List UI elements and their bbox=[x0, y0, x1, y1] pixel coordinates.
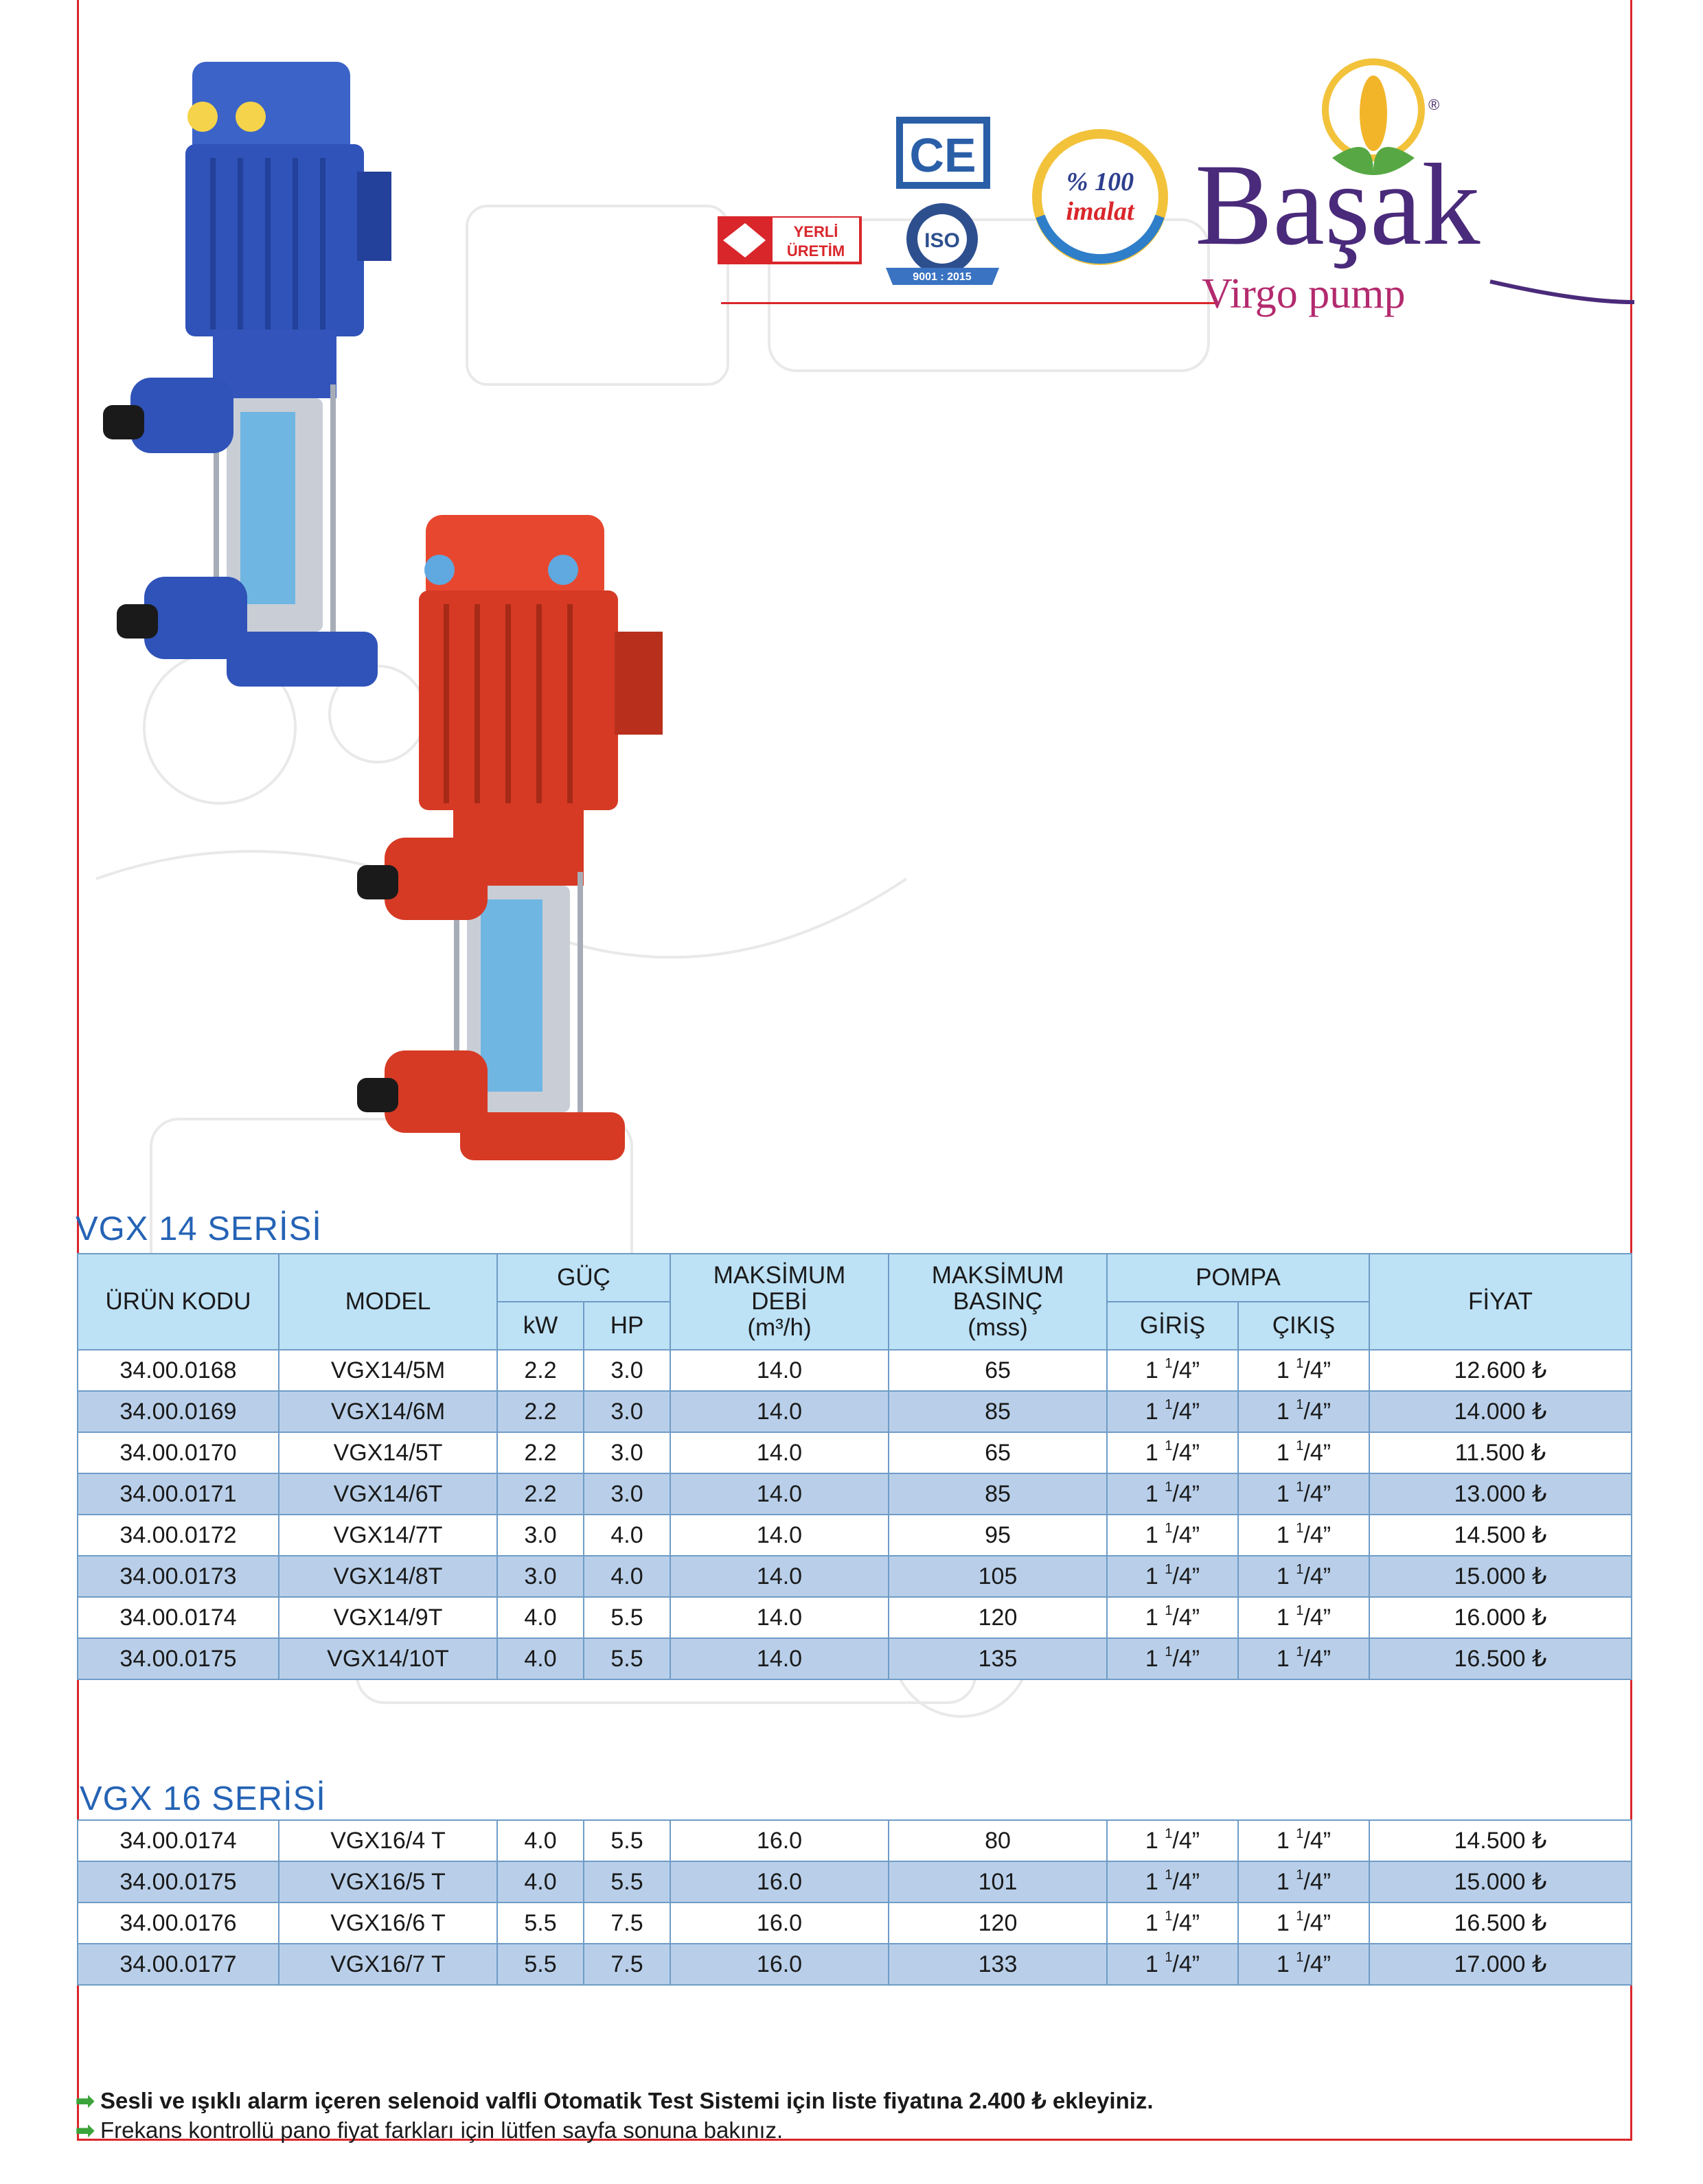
header-pump: POMPA bbox=[1107, 1254, 1369, 1302]
header-max-pressure-line1: MAKSİMUM bbox=[931, 1262, 1064, 1289]
ce-mark-logo bbox=[896, 117, 990, 189]
cell-outlet: 1 $^1$/4” bbox=[1238, 1597, 1369, 1638]
header-max-pressure-unit: (mss) bbox=[968, 1314, 1028, 1341]
cell-inlet: 1 $^1$/4” bbox=[1107, 1820, 1238, 1861]
cell-hp: 5.5 bbox=[584, 1861, 670, 1903]
cell-inlet: 1 $^1$/4” bbox=[1107, 1432, 1238, 1473]
cell-kw: 2.2 bbox=[497, 1391, 584, 1432]
cell-max-pressure: 95 bbox=[889, 1515, 1107, 1556]
cell-price: 16.500 ₺ bbox=[1369, 1638, 1632, 1679]
cell-model: VGX14/5T bbox=[279, 1432, 497, 1473]
cell-price: 13.000 ₺ bbox=[1369, 1473, 1632, 1515]
header-hp: HP bbox=[584, 1302, 670, 1350]
cell-hp: 3.0 bbox=[584, 1350, 670, 1391]
table-row bbox=[78, 1432, 1632, 1473]
cell-max-flow: 14.0 bbox=[670, 1597, 889, 1638]
cell-hp: 5.5 bbox=[584, 1820, 670, 1861]
header-max-flow-unit: (m³/h) bbox=[747, 1314, 812, 1341]
cell-kw: 4.0 bbox=[497, 1861, 584, 1903]
cell-product-code: 34.00.0175 bbox=[78, 1861, 279, 1903]
cell-outlet: 1 $^1$/4” bbox=[1238, 1556, 1369, 1597]
cell-price: 16.500 ₺ bbox=[1369, 1903, 1632, 1944]
table-row bbox=[78, 1597, 1632, 1638]
cell-kw: 5.5 bbox=[497, 1944, 584, 1985]
note-test-system bbox=[76, 2087, 1154, 2114]
cell-product-code: 34.00.0174 bbox=[78, 1820, 279, 1861]
uretim-text: ÜRETİM bbox=[786, 242, 845, 260]
table-row bbox=[78, 1391, 1632, 1432]
cell-outlet: 1 $^1$/4” bbox=[1238, 1861, 1369, 1903]
cell-price: 12.600 ₺ bbox=[1369, 1350, 1632, 1391]
certificate-underline bbox=[721, 302, 1215, 304]
cell-max-pressure: 105 bbox=[889, 1556, 1107, 1597]
cell-outlet: 1 $^1$/4” bbox=[1238, 1944, 1369, 1985]
cell-model: VGX14/9T bbox=[279, 1597, 497, 1638]
cell-inlet: 1 $^1$/4” bbox=[1107, 1515, 1238, 1556]
yerli-text: YERLİ bbox=[793, 223, 838, 240]
brand-name: Başak bbox=[1195, 140, 1481, 269]
cell-max-pressure: 85 bbox=[889, 1473, 1107, 1515]
cell-model: VGX16/7 T bbox=[279, 1944, 497, 1985]
arrow-right-icon: ➡ bbox=[76, 2088, 95, 2113]
cell-product-code: 34.00.0175 bbox=[78, 1638, 279, 1679]
price-table-vgx14 bbox=[77, 1253, 1632, 1680]
table-row bbox=[78, 1861, 1632, 1903]
cell-outlet: 1 $^1$/4” bbox=[1238, 1432, 1369, 1473]
table-row bbox=[78, 1556, 1632, 1597]
cell-model: VGX14/6T bbox=[279, 1473, 497, 1515]
cell-max-pressure: 101 bbox=[889, 1861, 1107, 1903]
cell-max-flow: 16.0 bbox=[670, 1903, 889, 1944]
cell-model: VGX14/5M bbox=[279, 1350, 497, 1391]
table-row bbox=[78, 1903, 1632, 1944]
cell-model: VGX14/7T bbox=[279, 1515, 497, 1556]
imalat-text: imalat bbox=[1066, 197, 1134, 226]
table-row bbox=[78, 1944, 1632, 1985]
cell-max-pressure: 80 bbox=[889, 1820, 1107, 1861]
cell-outlet: 1 $^1$/4” bbox=[1238, 1473, 1369, 1515]
cell-price: 17.000 ₺ bbox=[1369, 1944, 1632, 1985]
cell-product-code: 34.00.0170 bbox=[78, 1432, 279, 1473]
series-title-vgx14: VGX 14 SERİSİ bbox=[76, 1210, 322, 1248]
cell-model: VGX14/8T bbox=[279, 1556, 497, 1597]
cell-max-flow: 14.0 bbox=[670, 1515, 889, 1556]
cell-model: VGX14/6M bbox=[279, 1391, 497, 1432]
cell-kw: 3.0 bbox=[497, 1515, 584, 1556]
header-model: MODEL bbox=[279, 1254, 497, 1350]
cell-kw: 4.0 bbox=[497, 1597, 584, 1638]
cell-price: 15.000 ₺ bbox=[1369, 1861, 1632, 1903]
cell-max-flow: 14.0 bbox=[670, 1473, 889, 1515]
header-power: GÜÇ bbox=[497, 1254, 670, 1302]
cell-hp: 3.0 bbox=[584, 1391, 670, 1432]
cell-outlet: 1 $^1$/4” bbox=[1238, 1515, 1369, 1556]
cell-kw: 4.0 bbox=[497, 1638, 584, 1679]
header-product-code: ÜRÜN KODU bbox=[78, 1254, 279, 1350]
cell-max-flow: 14.0 bbox=[670, 1556, 889, 1597]
cell-outlet: 1 $^1$/4” bbox=[1238, 1820, 1369, 1861]
cell-max-flow: 14.0 bbox=[670, 1638, 889, 1679]
cell-inlet: 1 $^1$/4” bbox=[1107, 1597, 1238, 1638]
iso-standard-text: 9001 : 2015 bbox=[913, 271, 972, 283]
cell-price: 14.000 ₺ bbox=[1369, 1391, 1632, 1432]
note-text-2: Frekans kontrollü pano fiyat farkları için lütfen sayfa sonuna bakınız. bbox=[100, 2117, 784, 2143]
table-row bbox=[78, 1820, 1632, 1861]
cell-max-flow: 14.0 bbox=[670, 1391, 889, 1432]
header-price: FİYAT bbox=[1369, 1254, 1632, 1350]
basak-virgo-pump-logo bbox=[1195, 55, 1634, 330]
red-vertical-pump-image bbox=[343, 508, 666, 1167]
cell-max-flow: 16.0 bbox=[670, 1944, 889, 1985]
cell-hp: 4.0 bbox=[584, 1556, 670, 1597]
header-outlet: ÇIKIŞ bbox=[1238, 1302, 1369, 1350]
header-max-pressure bbox=[889, 1254, 1107, 1350]
header-max-pressure-line2: BASINÇ bbox=[952, 1288, 1043, 1315]
table-row bbox=[78, 1473, 1632, 1515]
cell-product-code: 34.00.0177 bbox=[78, 1944, 279, 1985]
cell-model: VGX16/4 T bbox=[279, 1820, 497, 1861]
cell-price: 16.000 ₺ bbox=[1369, 1597, 1632, 1638]
header-kw: kW bbox=[497, 1302, 584, 1350]
cell-hp: 3.0 bbox=[584, 1473, 670, 1515]
cell-kw: 3.0 bbox=[497, 1556, 584, 1597]
cell-max-pressure: 120 bbox=[889, 1597, 1107, 1638]
table-body-vgx14 bbox=[78, 1350, 1632, 1679]
cell-price: 15.000 ₺ bbox=[1369, 1556, 1632, 1597]
cell-max-pressure: 65 bbox=[889, 1432, 1107, 1473]
cell-kw: 4.0 bbox=[497, 1820, 584, 1861]
imalat-percent-text: % 100 bbox=[1066, 168, 1134, 196]
yuzde-100-imalat-badge bbox=[1020, 127, 1181, 268]
cell-hp: 7.5 bbox=[584, 1903, 670, 1944]
arrow-right-icon: ➡ bbox=[76, 2117, 95, 2143]
cell-max-flow: 14.0 bbox=[670, 1432, 889, 1473]
cell-hp: 7.5 bbox=[584, 1944, 670, 1985]
cell-inlet: 1 $^1$/4” bbox=[1107, 1473, 1238, 1515]
table-body-vgx16 bbox=[78, 1820, 1632, 1985]
cell-hp: 5.5 bbox=[584, 1597, 670, 1638]
cell-max-flow: 14.0 bbox=[670, 1350, 889, 1391]
cell-max-pressure: 85 bbox=[889, 1391, 1107, 1432]
iso-text: ISO bbox=[924, 229, 960, 252]
cell-kw: 2.2 bbox=[497, 1350, 584, 1391]
cell-max-pressure: 65 bbox=[889, 1350, 1107, 1391]
cell-price: 14.500 ₺ bbox=[1369, 1820, 1632, 1861]
series-title-vgx16: VGX 16 SERİSİ bbox=[80, 1780, 326, 1817]
cell-max-pressure: 120 bbox=[889, 1903, 1107, 1944]
table-row bbox=[78, 1638, 1632, 1679]
cell-inlet: 1 $^1$/4” bbox=[1107, 1638, 1238, 1679]
cell-max-flow: 16.0 bbox=[670, 1861, 889, 1903]
cell-inlet: 1 $^1$/4” bbox=[1107, 1944, 1238, 1985]
cell-product-code: 34.00.0174 bbox=[78, 1597, 279, 1638]
cell-inlet: 1 $^1$/4” bbox=[1107, 1903, 1238, 1944]
header-max-flow-line1: MAKSİMUM bbox=[713, 1262, 846, 1289]
cell-product-code: 34.00.0173 bbox=[78, 1556, 279, 1597]
cell-outlet: 1 $^1$/4” bbox=[1238, 1350, 1369, 1391]
cell-product-code: 34.00.0176 bbox=[78, 1903, 279, 1944]
ce-text: CE bbox=[909, 128, 976, 182]
note-text-1: Sesli ve ışıklı alarm içeren selenoid valfli Otomatik Test Sistemi için liste fiyatına 2.400 ₺ ekleyiniz. bbox=[100, 2088, 1154, 2113]
header-inlet: GİRİŞ bbox=[1107, 1302, 1238, 1350]
cell-product-code: 34.00.0169 bbox=[78, 1391, 279, 1432]
cell-hp: 5.5 bbox=[584, 1638, 670, 1679]
table-row bbox=[78, 1515, 1632, 1556]
brand-subtitle: Virgo pump bbox=[1202, 271, 1406, 317]
cell-product-code: 34.00.0168 bbox=[78, 1350, 279, 1391]
cell-hp: 4.0 bbox=[584, 1515, 670, 1556]
cell-price: 14.500 ₺ bbox=[1369, 1515, 1632, 1556]
cell-product-code: 34.00.0172 bbox=[78, 1515, 279, 1556]
header-max-flow bbox=[670, 1254, 889, 1350]
cell-model: VGX16/6 T bbox=[279, 1903, 497, 1944]
cell-kw: 5.5 bbox=[497, 1903, 584, 1944]
cell-max-flow: 16.0 bbox=[670, 1820, 889, 1861]
cell-kw: 2.2 bbox=[497, 1432, 584, 1473]
cell-inlet: 1 $^1$/4” bbox=[1107, 1350, 1238, 1391]
cell-kw: 2.2 bbox=[497, 1473, 584, 1515]
cell-model: VGX14/10T bbox=[279, 1638, 497, 1679]
cell-max-pressure: 133 bbox=[889, 1944, 1107, 1985]
cell-outlet: 1 $^1$/4” bbox=[1238, 1391, 1369, 1432]
registered-mark: ® bbox=[1428, 96, 1440, 113]
cell-outlet: 1 $^1$/4” bbox=[1238, 1903, 1369, 1944]
yerli-uretim-badge bbox=[718, 209, 862, 270]
cell-max-pressure: 135 bbox=[889, 1638, 1107, 1679]
cell-inlet: 1 $^1$/4” bbox=[1107, 1391, 1238, 1432]
note-frequency-panel bbox=[76, 2117, 783, 2143]
cell-inlet: 1 $^1$/4” bbox=[1107, 1861, 1238, 1903]
header-max-flow-line2: DEBİ bbox=[751, 1288, 808, 1315]
price-table-vgx16 bbox=[77, 1819, 1632, 1986]
cell-outlet: 1 $^1$/4” bbox=[1238, 1638, 1369, 1679]
cell-model: VGX16/5 T bbox=[279, 1861, 497, 1903]
iso-9001-seal bbox=[882, 199, 1003, 288]
table-row bbox=[78, 1350, 1632, 1391]
cell-price: 11.500 ₺ bbox=[1369, 1432, 1632, 1473]
cell-inlet: 1 $^1$/4” bbox=[1107, 1556, 1238, 1597]
cell-hp: 3.0 bbox=[584, 1432, 670, 1473]
cell-product-code: 34.00.0171 bbox=[78, 1473, 279, 1515]
